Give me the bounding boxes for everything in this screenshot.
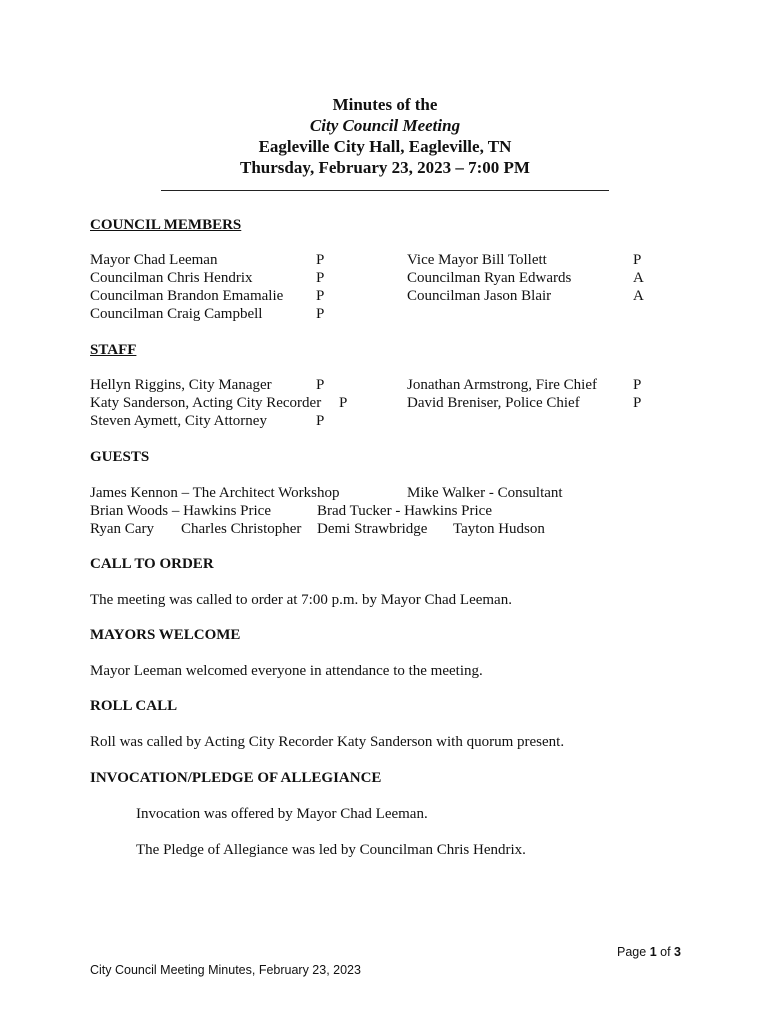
guest-name: Ryan Cary [90,521,154,537]
council-heading: COUNCIL MEMBERS [90,217,242,233]
footer-doc-title: City Council Meeting Minutes, February 23, 2023 [90,963,361,977]
page-of: of [660,945,671,959]
doc-date: Thursday, February 23, 2023 – 7:00 PM [240,158,530,177]
roll-call-text: Roll was called by Acting City Recorder Katy Sanderson with quorum present. [90,734,565,750]
page-prefix: Page [617,945,647,959]
council-member-status: A [633,270,644,286]
staff-member-name: Jonathan Armstrong, Fire Chief [407,377,597,393]
invocation-heading: INVOCATION/PLEDGE OF ALLEGIANCE [90,770,382,786]
call-to-order-text: The meeting was called to order at 7:00 p.m. by Mayor Chad Leeman. [90,592,512,608]
guest-name: Charles Christopher [181,521,302,537]
council-member-status: P [316,270,325,286]
invocation-text: Invocation was offered by Mayor Chad Leeman. [136,806,428,822]
page-total: 3 [674,945,681,959]
council-member-status: P [633,252,642,268]
guest-name: James Kennon – The Architect Workshop [90,485,340,501]
staff-heading: STAFF [90,342,137,358]
page-number [617,943,681,961]
staff-member-status: P [316,413,325,429]
council-member-name: Mayor Chad Leeman [90,252,218,268]
guest-name: Mike Walker - Consultant [407,485,563,501]
guest-name: Brian Woods – Hawkins Price [90,503,271,519]
staff-member-name: Hellyn Riggins, City Manager [90,377,272,393]
guest-name: Demi Strawbridge [317,521,428,537]
doc-location: Eagleville City Hall, Eagleville, TN [258,137,512,156]
doc-title-line1: Minutes of the [332,95,438,114]
doc-title-line2: City Council Meeting [309,116,461,135]
staff-member-name: Steven Aymett, City Attorney [90,413,267,429]
council-member-status: P [316,252,325,268]
staff-member-status: P [633,377,642,393]
guest-name: Tayton Hudson [453,521,545,537]
council-member-name: Councilman Ryan Edwards [407,270,572,286]
pledge-text: The Pledge of Allegiance was led by Councilman Chris Hendrix. [136,842,526,858]
staff-member-status: P [316,377,325,393]
council-member-name: Councilman Brandon Emamalie [90,288,284,304]
roll-call-heading: ROLL CALL [90,698,178,714]
staff-member-name: Katy Sanderson, Acting City Recorder [90,395,322,411]
staff-member-name: David Breniser, Police Chief [407,395,580,411]
call-to-order-heading: CALL TO ORDER [90,556,214,572]
mayors-welcome-text: Mayor Leeman welcomed everyone in attendance to the meeting. [90,663,483,679]
page-current: 1 [649,945,657,959]
mayors-welcome-heading: MAYORS WELCOME [90,627,241,643]
staff-member-status: P [633,395,642,411]
council-member-name: Councilman Chris Hendrix [90,270,253,286]
council-member-status: P [316,306,325,322]
council-member-name: Councilman Craig Campbell [90,306,263,322]
council-member-name: Councilman Jason Blair [407,288,552,304]
header-rule [161,190,609,191]
council-member-name: Vice Mayor Bill Tollett [407,252,547,268]
council-member-status: P [316,288,325,304]
guests-heading: GUESTS [90,449,150,465]
guest-name: Brad Tucker - Hawkins Price [317,503,492,519]
council-member-status: A [633,288,644,304]
staff-member-status: P [339,395,348,411]
